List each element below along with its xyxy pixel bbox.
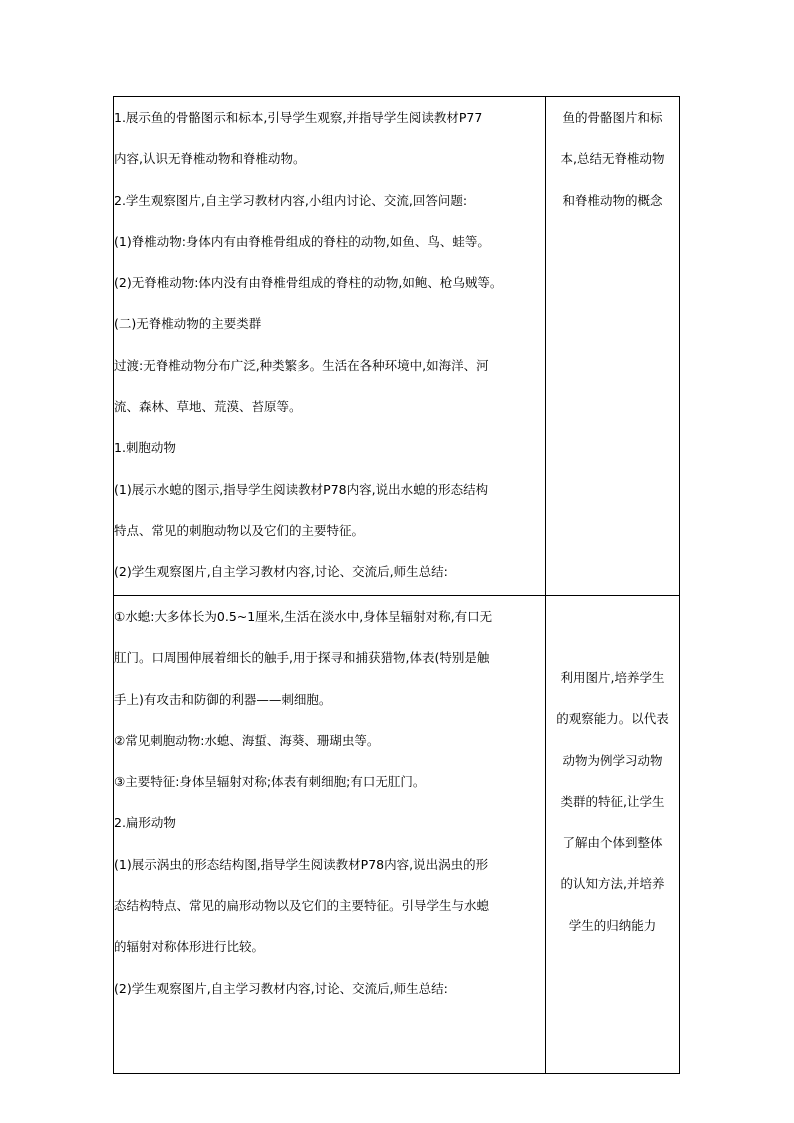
text-line: 流、森林、草地、荒漠、苔原等。 (114, 399, 302, 415)
text-line: (2)学生观察图片,自主学习教材内容,讨论、交流后,师生总结: (114, 564, 448, 580)
teaching-activities-cell (114, 97, 546, 596)
subsection-heading: 1.刺胞动物 (114, 440, 176, 456)
text-line: 动物为例学习动物 (562, 752, 663, 768)
text-line: (2)学生观察图片,自主学习教材内容,讨论、交流后,师生总结: (114, 980, 448, 996)
design-intent-cell (546, 596, 680, 1074)
text-line: 特点、常见的刺胞动物以及它们的主要特征。 (114, 522, 365, 538)
table-row (114, 596, 680, 1074)
text-line: 本,总结无脊椎动物 (560, 151, 665, 167)
text-line: 学生的归纳能力 (568, 917, 657, 933)
text-line: (1)展示涡虫的形态结构图,指导学生阅读教材P78内容,说出涡虫的形 (114, 856, 489, 872)
text-line: 的辐射对称体形进行比较。 (114, 939, 265, 955)
text-line: (1)展示水螅的图示,指导学生阅读教材P78内容,说出水螅的形态结构 (114, 481, 489, 497)
text-line: 类群的特征,让学生 (560, 793, 665, 809)
text-line: 鱼的骨骼图片和标 (562, 110, 663, 125)
text-line: 态结构特点、常见的扁形动物以及它们的主要特征。引导学生与水螅 (114, 898, 490, 914)
text-line: 利用图片,培养学生 (560, 670, 665, 685)
text-line: 了解由个体到整体 (562, 835, 663, 851)
text-line: 1.展示鱼的骨骼图示和标本,引导学生观察,并指导学生阅读教材P77 (114, 110, 483, 125)
text-line: 过渡:无脊椎动物分布广泛,种类繁多。生活在各种环境中,如海洋、河 (114, 357, 489, 373)
table-row (114, 97, 680, 596)
text-line: 和脊椎动物的概念 (562, 192, 663, 208)
text-line: 的观察能力。以代表 (556, 711, 669, 727)
section-heading: (二)无脊椎动物的主要类群 (114, 316, 262, 332)
text-line: (2)无脊椎动物:体内没有由脊椎骨组成的脊柱的动物,如鲍、枪乌贼等。 (114, 275, 503, 291)
text-line: 内容,认识无脊椎动物和脊椎动物。 (114, 151, 306, 167)
text-line: 肛门。口周围伸展着细长的触手,用于探寻和捕获猎物,体表(特别是触 (114, 650, 490, 666)
text-line: 2.学生观察图片,自主学习教材内容,小组内讨论、交流,回答问题: (114, 192, 468, 208)
text-line: ②常见刺胞动物:水螅、海蜇、海葵、珊瑚虫等。 (114, 732, 380, 748)
text-line: ③主要特征:身体呈辐射对称;体表有刺细胞;有口无肛门。 (114, 774, 426, 790)
text-line: 手上)有攻击和防御的利器——刺细胞。 (114, 691, 332, 707)
subsection-heading: 2.扁形动物 (114, 815, 176, 831)
text-line: ①水螅:大多体长为0.5~1厘米,生活在淡水中,身体呈辐射对称,有口无 (114, 609, 493, 624)
lesson-plan-table (113, 96, 680, 1074)
design-intent-cell (546, 97, 680, 596)
text-line: 的认知方法,并培养 (560, 876, 665, 892)
teaching-activities-cell (114, 596, 546, 1074)
text-line: (1)脊椎动物:身体内有由脊椎骨组成的脊柱的动物,如鱼、鸟、蛙等。 (114, 233, 490, 249)
